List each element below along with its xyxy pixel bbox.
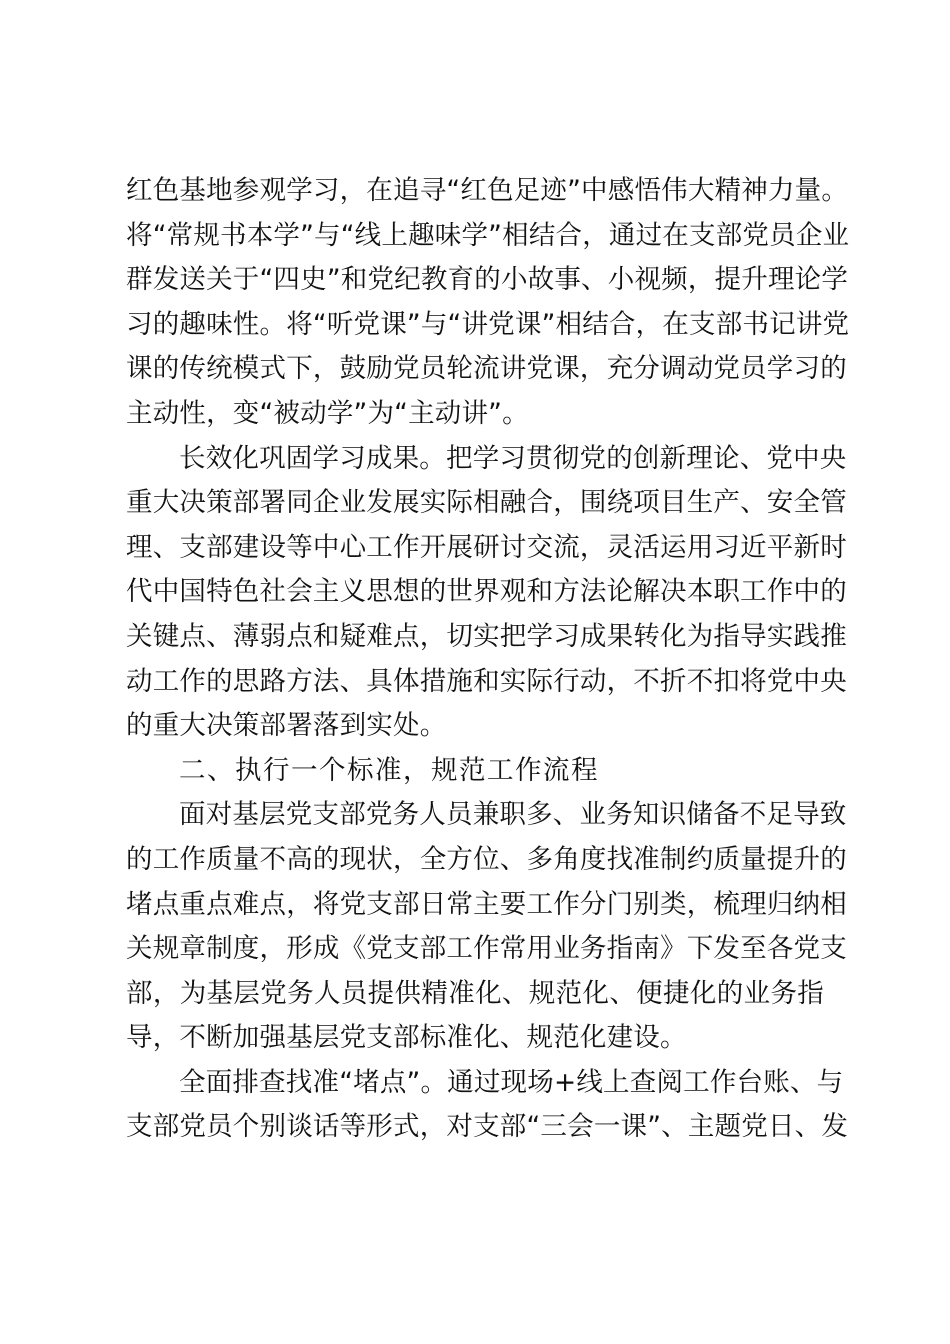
paragraph-line: 的重大决策部署落到实处。 bbox=[126, 710, 447, 742]
paragraph-line: 面对基层党支部党务人员兼职多、业务知识储备不足导致 bbox=[179, 799, 847, 831]
paragraph-line: 动工作的思路方法、具体措施和实际行动，不折不扣将党中央 bbox=[126, 665, 847, 697]
section-heading: 二、执行一个标准，规范工作流程 bbox=[179, 754, 599, 786]
paragraph-line: 关规章制度，形成《党支部工作常用业务指南》下发至各党支 bbox=[126, 933, 847, 965]
paragraph-line: 全面排查找准“堵点”。通过现场+线上查阅工作台账、与 bbox=[179, 1066, 844, 1098]
paragraph-line: 代中国特色社会主义思想的世界观和方法论解决本职工作中的 bbox=[126, 576, 847, 608]
paragraph-line: 主动性，变“被动学”为“主动讲”。 bbox=[126, 397, 529, 429]
paragraph-line: 习的趣味性。将“听党课”与“讲党课”相结合，在支部书记讲党 bbox=[126, 308, 850, 340]
paragraph-line: 堵点重点难点，将党支部日常主要工作分门别类，梳理归纳相 bbox=[126, 888, 847, 920]
paragraph-line: 导，不断加强基层党支部标准化、规范化建设。 bbox=[126, 1022, 687, 1054]
paragraph-line: 课的传统模式下，鼓励党员轮流讲党课，充分调动党员学习的 bbox=[126, 353, 847, 385]
paragraph-line: 长效化巩固学习成果。把学习贯彻党的创新理论、党中央 bbox=[179, 442, 847, 474]
document-body bbox=[126, 169, 850, 1150]
paragraph-line: 支部党员个别谈话等形式，对支部“三会一课”、主题党日、发 bbox=[126, 1111, 849, 1143]
paragraph-line: 将“常规书本学”与“线上趣味学”相结合，通过在支部党员企业 bbox=[126, 219, 850, 251]
paragraph-line: 部，为基层党务人员提供精准化、规范化、便捷化的业务指 bbox=[126, 977, 824, 1009]
paragraph-line: 的工作质量不高的现状，全方位、多角度找准制约质量提升的 bbox=[126, 843, 847, 875]
paragraph-line: 重大决策部署同企业发展实际相融合，围绕项目生产、安全管 bbox=[126, 487, 847, 519]
paragraph-line: 关键点、薄弱点和疑难点，切实把学习成果转化为指导实践推 bbox=[126, 620, 847, 652]
paragraph-line: 理、支部建设等中心工作开展研讨交流，灵活运用习近平新时 bbox=[126, 531, 847, 563]
paragraph-line: 群发送关于“四史”和党纪教育的小故事、小视频，提升理论学 bbox=[126, 264, 849, 296]
paragraph-line: 红色基地参观学习，在追寻“红色足迹”中感悟伟大精神力量。 bbox=[126, 175, 849, 206]
